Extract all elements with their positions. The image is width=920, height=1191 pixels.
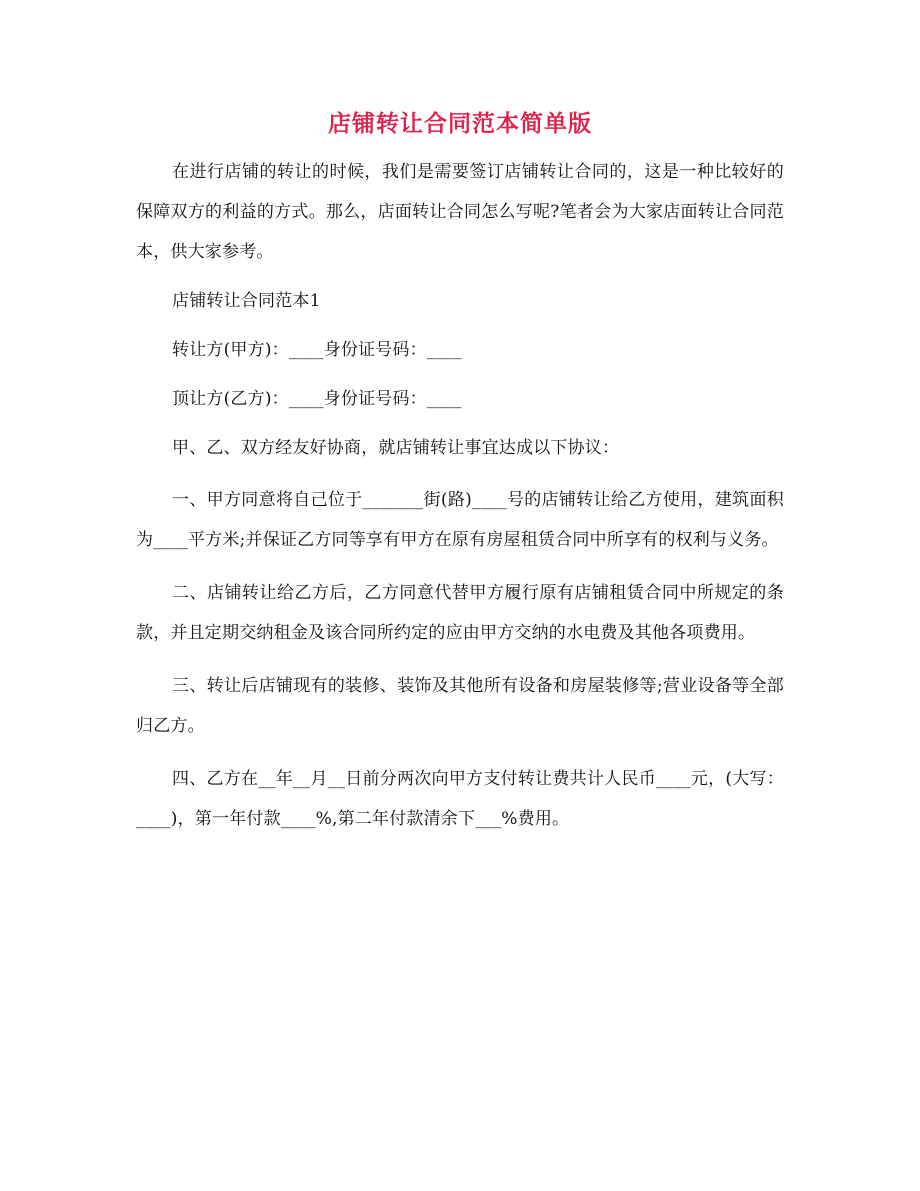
document-body bbox=[136, 152, 784, 839]
agreement-intro: 甲、乙、双方经友好协商，就店铺转让事宜达成以下协议： bbox=[172, 438, 620, 458]
intro-paragraph: 在进行店铺的转让的时候，我们是需要签订店铺转让合同的，这是一种比较好的保障双方的利益的方式。那么，店面转让合同怎么写呢?笔者会为大家店面转让合同范本，供大家参考。 bbox=[136, 162, 784, 262]
document-title: 店铺转让合同范本简单版 bbox=[328, 111, 592, 137]
party-b-line: 顶让方(乙方)：____身份证号码：____ bbox=[172, 389, 462, 409]
clause-1: 一、甲方同意将自己位于_______街(路)____号的店铺转让给乙方使用，建筑面积为____平方米;并保证乙方同等享有甲方在原有房屋租赁合同中所享有的权利与义务。 bbox=[136, 490, 784, 550]
clause-3: 三、转让后店铺现有的装修、装饰及其他所有设备和房屋装修等;营业设备等全部归乙方。 bbox=[136, 676, 784, 736]
section-heading: 店铺转让合同范本1 bbox=[172, 291, 321, 311]
party-a-line: 转让方(甲方)：____身份证号码：____ bbox=[172, 340, 462, 360]
clause-4: 四、乙方在__年__月__日前分两次向甲方支付转让费共计人民币____元，(大写：____)，第一年付款____%,第二年付款清余下___%费用。 bbox=[136, 769, 784, 829]
clause-2: 二、店铺转让给乙方后，乙方同意代替甲方履行原有店铺租赁合同中所规定的条款，并且定期交纳租金及该合同所约定的应由甲方交纳的水电费及其他各项费用。 bbox=[136, 583, 784, 643]
